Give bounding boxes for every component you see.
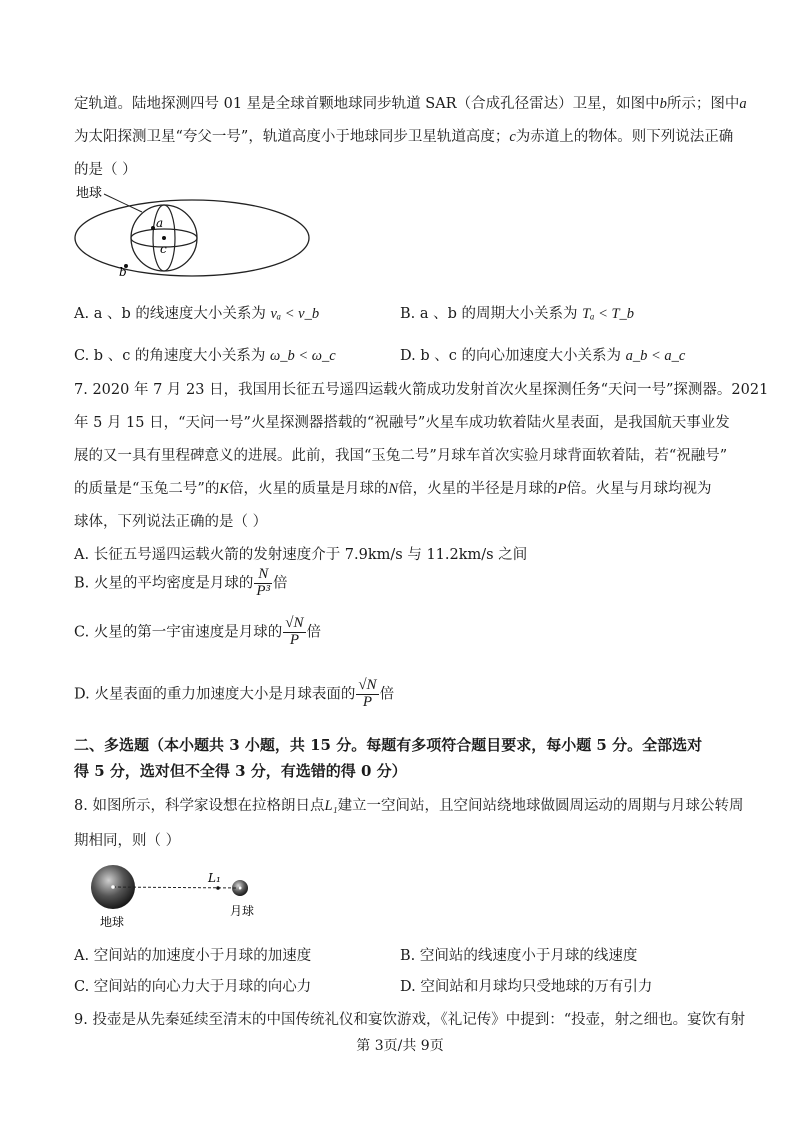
l1-point — [216, 886, 220, 890]
moon-center-dot — [239, 887, 242, 890]
section-heading-line-2: 得 5 分，选对但不全得 3 分，有选错的得 0 分） — [74, 762, 407, 780]
label-c: c — [160, 242, 167, 256]
dot-a — [151, 226, 155, 230]
q6-option-b[interactable]: B. a 、b 的周期大小关系为 Tₐ < T_b — [400, 306, 635, 322]
section-heading-line-1: 二、多选题（本小题共 3 小题，共 15 分。每题有多项符合题目要求，每小题 5 分。全部选对 — [74, 736, 703, 754]
q6-text-line-2: 为太阳探测卫星“夸父一号”，轨道高度小于地球同步卫星轨道高度；c为赤道上的物体。则下列说法正确 — [74, 129, 734, 145]
q6-text-line-3: 的是（ ） — [74, 162, 137, 178]
q7-option-b[interactable]: B. 火星的平均密度是月球的 $\frac{N}{\text{P³}}$ 倍 — [74, 566, 288, 599]
q7-option-d[interactable]: D. 火星表面的重力加速度大小是月球表面的 $\frac{√N}{P}$ 倍 — [74, 677, 395, 710]
q7-text-line-4: 的质量是“玉兔二号”的K倍，火星的质量是月球的N倍，火星的半径是月球的P倍。火星与月球均视为 — [74, 481, 712, 497]
q6-option-a[interactable]: A. a 、b 的线速度大小关系为 vₐ < v_b — [74, 306, 320, 322]
label-b: b — [119, 265, 127, 279]
q8-option-c[interactable]: C. 空间站的向心力大于月球的向心力 — [74, 979, 312, 995]
q8-option-b[interactable]: B. 空间站的线速度小于月球的线速度 — [400, 948, 638, 964]
dot-c — [162, 236, 166, 240]
q7-option-a[interactable]: A. 长征五号遥四运载火箭的发射速度介于 7.9km/s 与 11.2km/s 之间 — [74, 547, 528, 563]
lagrange-diagram — [80, 860, 280, 935]
q7-option-c[interactable]: C. 火星的第一宇宙速度是月球的 $\frac{√N}{P}$ 倍 — [74, 615, 322, 648]
orbit-diagram — [70, 180, 315, 280]
q8-text-line-2: 期相同，则（ ） — [74, 833, 181, 849]
q8-option-a[interactable]: A. 空间站的加速度小于月球的加速度 — [74, 948, 312, 964]
page-footer: 第 3页/共 9页 — [356, 1038, 444, 1054]
q8-option-d[interactable]: D. 空间站和月球均只受地球的万有引力 — [400, 979, 653, 995]
q7-text-line-5: 球体，下列说法正确的是（ ） — [74, 514, 268, 530]
q6-option-d[interactable]: D. b 、c 的向心加速度大小关系为 a_b < a_c — [400, 348, 686, 364]
fraction-d: $\frac{√N}{P}$ — [358, 677, 377, 710]
q8-text-line-1: 8. 如图所示，科学家设想在拉格朗日点L₁建立一空间站，且空间站绕地球做圆周运动的周期与月球公转周 — [74, 798, 744, 814]
q7-text-line-1: 7. 2020 年 7 月 23 日，我国用长征五号遥四运载火箭成功发射首次火星探测任务“天问一号”探测器。2021 — [74, 382, 769, 398]
q9-text-line-1: 9. 投壶是从先秦延续至清末的中国传统礼仪和宴饮游戏，《礼记传》中提到：“投壶，射之细也。宴饮有射 — [74, 1012, 746, 1028]
label-a: a — [156, 216, 164, 230]
q6-option-c[interactable]: C. b 、c 的角速度大小关系为 ω_b < ω_c — [74, 348, 336, 364]
earth-label: 地球 — [76, 186, 103, 201]
q6-text-line-1: 定轨道。陆地探测四号 01 星是全球首颗地球同步轨道 SAR（合成孔径雷达）卫星，如图中b所示；图中a — [74, 96, 747, 112]
outer-orbit — [75, 200, 309, 276]
earth-pointer-line — [104, 194, 142, 212]
l1-label: L₁ — [208, 871, 221, 885]
earth-label: 地球 — [100, 915, 125, 929]
q7-text-line-3: 展的又一具有里程碑意义的进展。此前，我国“玉兔二号”月球车首次实验月球背面软着陆，若“祝融号” — [74, 448, 728, 464]
fraction-c: $\frac{√N}{P}$ — [285, 615, 304, 648]
moon-label: 月球 — [230, 904, 255, 918]
fraction-b: $\frac{N}{\text{P³}}$ — [256, 566, 271, 599]
q7-text-line-2: 年 5 月 15 日，“天问一号”火星探测器搭载的“祝融号”火星车成功软着陆火星表面，是我国航天事业发 — [74, 415, 730, 431]
earth-center-dot — [111, 885, 115, 889]
